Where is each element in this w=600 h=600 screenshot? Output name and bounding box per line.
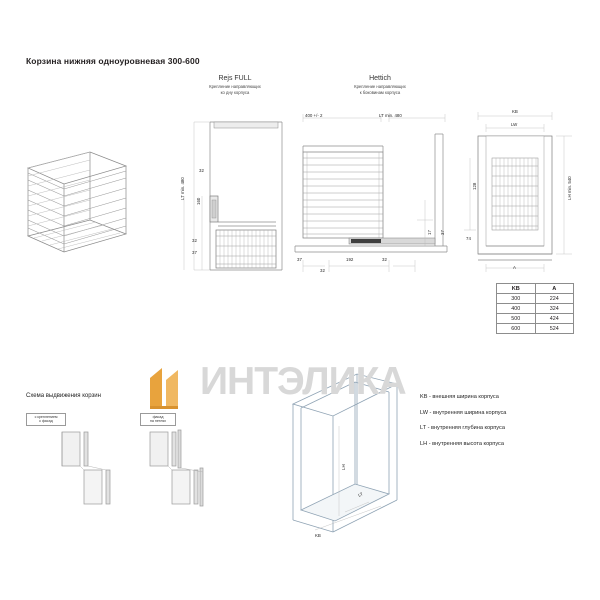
legend [420,390,506,452]
watermark-text: ИНТЭЛИКА [200,360,406,403]
dim-32-a: 32 [199,168,204,173]
dim-128: 128 [472,182,477,190]
front-view-drawing [460,100,580,280]
cell-a: 524 [535,324,574,334]
kb-a-table [496,283,574,334]
pullout-schema-drawing [22,424,282,514]
legend-item-kb: KB - внешняя ширина корпуса [420,394,499,400]
view-header-hettich: Hettich Крепление направляющих к боковинам корпуса [354,75,406,95]
table-header-row [497,284,574,294]
dim-32-h2: 32 [320,268,325,273]
hettich-section-drawing [285,100,455,290]
rejs-full-section-drawing [170,100,300,290]
dim-lt-min-480-h: LT min. 480 [379,113,402,118]
tag-front-hinges: фасад на петлях [140,413,176,426]
dim-192: 192 [346,257,354,262]
dim-37-h: 37 [297,257,302,262]
schema-caption: Схема выдвижения корзин [26,393,101,399]
dim-74: 74 [466,236,471,241]
dim-160: 160 [196,197,201,205]
view-header-rejs: Rejs FULL Крепление направляющих ко дну корпуса [209,75,261,95]
legend-item-lh: LH - внутренняя высота корпуса [420,440,504,447]
table-row [497,324,574,334]
dim-17: 17 [427,230,432,235]
dim-kb-front: KB [512,109,518,114]
table-row [497,314,574,324]
dim-lh-min-540: LH min. 540 [567,176,572,200]
dim-32-b: 32 [192,238,197,243]
isometric-basket-drawing [22,140,132,265]
table-row [497,304,574,314]
legend-item-lw: LW - внутренняя ширина корпуса [420,409,507,416]
cell-a: 324 [535,304,574,314]
cell-kb: 400 [497,304,536,314]
label-lt: LT [357,491,364,498]
cell-a: 424 [535,314,574,324]
dim-400-pm2: 400 +/- 2 [305,113,323,118]
cell-kb: 500 [497,314,536,324]
dim-32-h: 32 [382,257,387,262]
dim-lw-front: LW [511,122,518,127]
dim-a-front: A [513,265,516,270]
table-header-kb: KB [497,284,536,294]
cell-kb: 600 [497,324,536,334]
table-header-a: A [535,284,574,294]
cell-kb: 300 [497,294,536,304]
watermark-logo-icon [140,362,192,414]
dim-lt-min-480: LT min. 480 [180,177,185,200]
cell-a: 224 [535,294,574,304]
tag-front-fixing: с креплением к фасад [26,413,66,426]
dim-37-v: 37 [440,230,445,235]
dim-37: 37 [192,250,197,255]
label-kb: KB [315,533,321,538]
label-lh: LH [341,464,346,470]
table-row [497,294,574,304]
cabinet-3d-drawing [285,360,405,550]
page-title: Корзина нижняя одноуровневая 300-600 [26,56,200,66]
legend-item-lt: LT - внутренняя глубина корпуса [420,425,505,431]
